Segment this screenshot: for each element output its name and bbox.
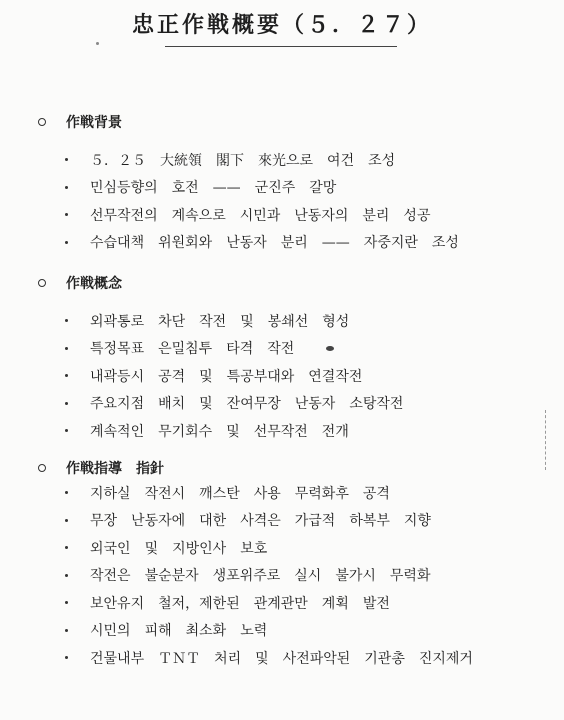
- section-heading-label: 作戦背景: [66, 115, 122, 131]
- scan-mark: [545, 410, 546, 470]
- bullet-dot-icon: [65, 601, 68, 604]
- list-item: 작전은 불순분자 생포위주로 실시 불가시 무력화: [65, 562, 473, 590]
- list-item: 외국인 및 지방인사 보호: [65, 534, 473, 562]
- bullet-dot-icon: [65, 429, 68, 432]
- bullet-dot-icon: [65, 519, 68, 522]
- bullet-dot-icon: [65, 374, 68, 377]
- bullet-circle-icon: [38, 118, 46, 126]
- section-list-guidelines: [65, 479, 473, 672]
- section-heading-concept: [38, 273, 122, 293]
- section-list-background: [65, 146, 459, 256]
- section-heading-label: 作戦概念: [66, 276, 122, 292]
- list-item: 보안유지 철저，제한된 관계관만 계획 발전: [65, 589, 473, 617]
- bullet-dot-icon: [65, 213, 68, 216]
- section-list-concept: [65, 307, 403, 445]
- list-item: 내곽등시 공격 및 특공부대와 연결작전: [65, 362, 403, 390]
- list-item: 수습대책 위원회와 난동자 분리 —— 자중지란 조성: [65, 229, 459, 257]
- bullet-dot-icon: [65, 656, 68, 659]
- bullet-dot-icon: [65, 319, 68, 322]
- section-heading-background: [38, 112, 122, 132]
- bullet-dot-icon: [65, 241, 68, 244]
- bullet-dot-icon: [65, 546, 68, 549]
- bullet-dot-icon: [65, 186, 68, 189]
- section-heading-guidelines: [38, 458, 164, 478]
- list-item: 외곽통로 차단 작전 및 봉쇄선 형성: [65, 307, 403, 335]
- ink-speck: [96, 42, 99, 45]
- bullet-circle-icon: [38, 464, 46, 472]
- bullet-circle-icon: [38, 279, 46, 287]
- section-heading-label: 作戦指導 指針: [66, 461, 164, 477]
- bullet-dot-icon: [65, 491, 68, 494]
- list-item: 계속적인 무기회수 및 선무작전 전개: [65, 417, 403, 445]
- document-title: 忠正作戦概要（５．２７）: [131, 12, 432, 38]
- list-item: 무장 난동자에 대한 사격은 가급적 하복부 지향: [65, 507, 473, 535]
- list-item: 선무작전의 계속으로 시민과 난동자의 분리 성공: [65, 201, 459, 229]
- bullet-dot-icon: [65, 347, 68, 350]
- bullet-dot-icon: [65, 574, 68, 577]
- list-item: 특정목표 은밀침투 타격 작전: [65, 335, 403, 363]
- bullet-dot-icon: [65, 158, 68, 161]
- list-item: ５．２５ 大統領 閣下 來光으로 여건 조성: [65, 146, 459, 174]
- ink-smudge: [326, 346, 334, 351]
- list-item: 지하실 작전시 깨스탄 사용 무력화후 공격: [65, 479, 473, 507]
- list-item: 주요지점 배치 및 잔여무장 난동자 소탕작전: [65, 390, 403, 418]
- bullet-dot-icon: [65, 402, 68, 405]
- title-underline: [165, 46, 397, 47]
- bullet-dot-icon: [65, 629, 68, 632]
- list-item: 건물내부 ＴＮＴ 처리 및 사전파악된 기관총 진지제거: [65, 644, 473, 672]
- list-item: 시민의 피해 최소화 노력: [65, 617, 473, 645]
- list-item: 민심등향의 호전 —— 군진주 갈망: [65, 174, 459, 202]
